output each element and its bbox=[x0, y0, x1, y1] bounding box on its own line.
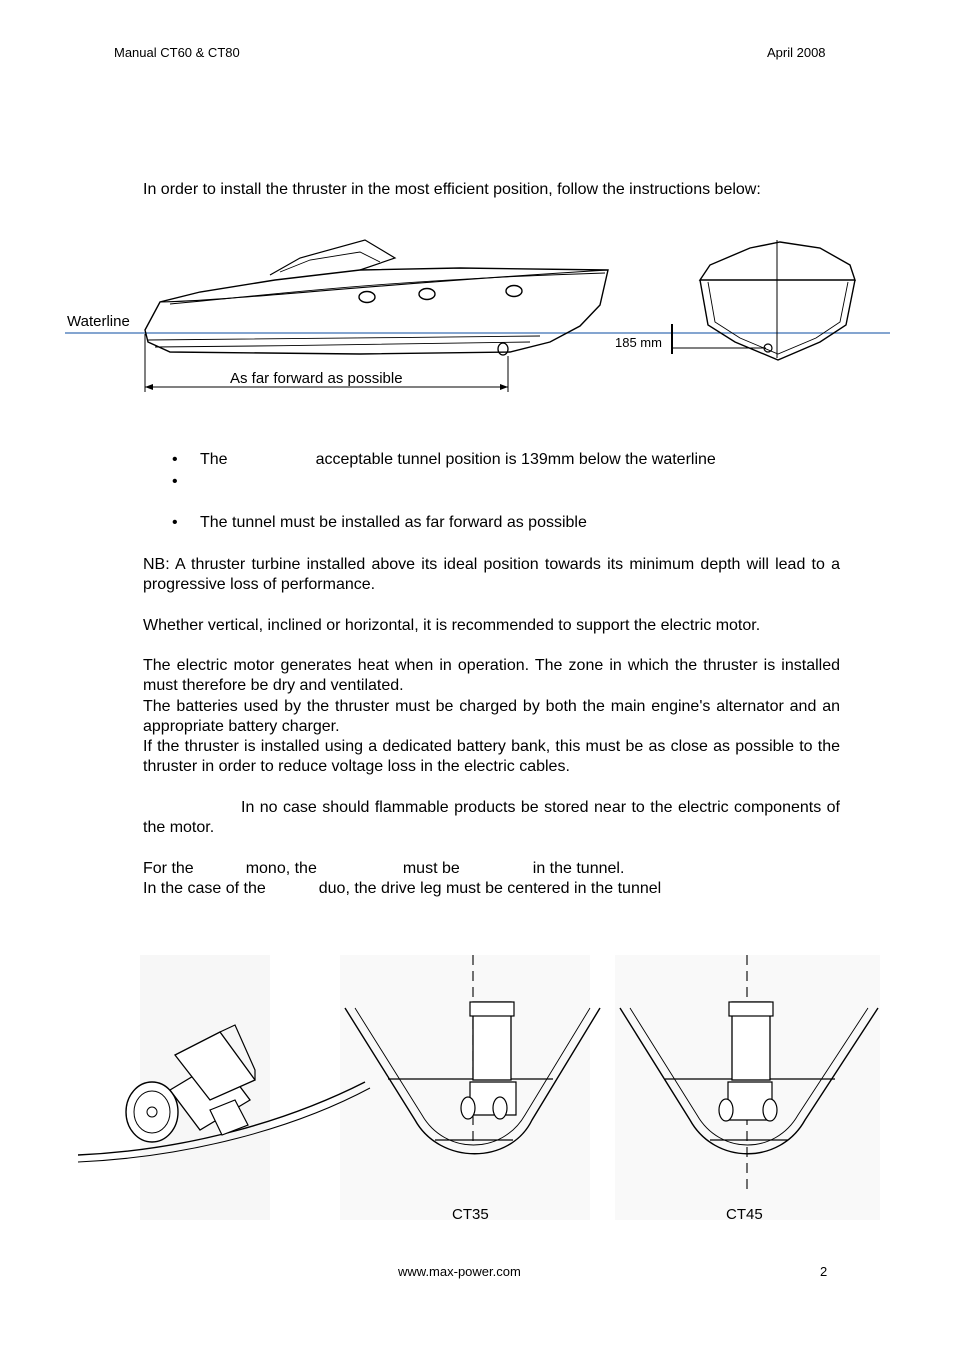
footer-url: www.max-power.com bbox=[398, 1264, 521, 1279]
page-number: 2 bbox=[820, 1264, 828, 1279]
flammable-paragraph: In no case should flammable products be stored near to the electric components of the motor. bbox=[143, 799, 840, 836]
ct35-label: CT35 bbox=[452, 1206, 489, 1223]
support-paragraph: Whether vertical, inclined or horizontal, it is recommended to support the electric motor. bbox=[143, 617, 761, 634]
bullet-1-part2: acceptable tunnel position is 139mm below the waterline bbox=[315, 451, 716, 468]
bullet-1 bbox=[200, 451, 716, 469]
forward-label: As far forward as possible bbox=[230, 370, 403, 387]
mono-a: For the bbox=[143, 860, 194, 877]
bullet-3: The tunnel must be installed as far forward as possible bbox=[200, 514, 587, 531]
intro-text: In order to install the thruster in the most efficient position, follow the instructions below: bbox=[143, 181, 761, 198]
duo-b: duo, the drive leg must be centered in the tunnel bbox=[318, 880, 662, 897]
header-right: April 2008 bbox=[767, 45, 826, 60]
duo-line bbox=[143, 879, 840, 899]
thruster-diagram bbox=[70, 950, 890, 1230]
bank-paragraph: If the thruster is installed using a dedicated battery bank, this must be as close as possible to the thruster in order to reduce voltage loss in the electric cables. bbox=[143, 738, 840, 775]
bullet-marker: • bbox=[172, 514, 178, 531]
waterline-label: Waterline bbox=[67, 313, 130, 330]
mono-line bbox=[143, 859, 840, 879]
duo-a: In the case of the bbox=[143, 880, 266, 897]
bullet-1-part1: The bbox=[200, 451, 228, 468]
battery-paragraph: The batteries used by the thruster must be charged by both the main engine's alternator and an appropriate battery charger. bbox=[143, 698, 840, 735]
header-left: Manual CT60 & CT80 bbox=[114, 45, 240, 60]
mono-c: must be bbox=[402, 860, 460, 877]
thruster-figure bbox=[70, 950, 890, 1230]
boat-figure bbox=[60, 230, 900, 400]
boat-diagram bbox=[60, 230, 900, 400]
depth-label: 185 mm bbox=[615, 335, 662, 350]
nb-paragraph: NB: A thruster turbine installed above its ideal position towards its minimum depth will lead to a progressive loss of performance. bbox=[143, 556, 840, 593]
mono-b: mono, the bbox=[245, 860, 317, 877]
ct45-label: CT45 bbox=[726, 1206, 763, 1223]
heat-paragraph: The electric motor generates heat when in operation. The zone in which the thruster is installed must therefore be dry and ventilated. bbox=[143, 657, 840, 694]
bullet-marker: • bbox=[172, 473, 178, 490]
bullet-marker: • bbox=[172, 451, 178, 468]
mono-d: in the tunnel. bbox=[532, 860, 625, 877]
